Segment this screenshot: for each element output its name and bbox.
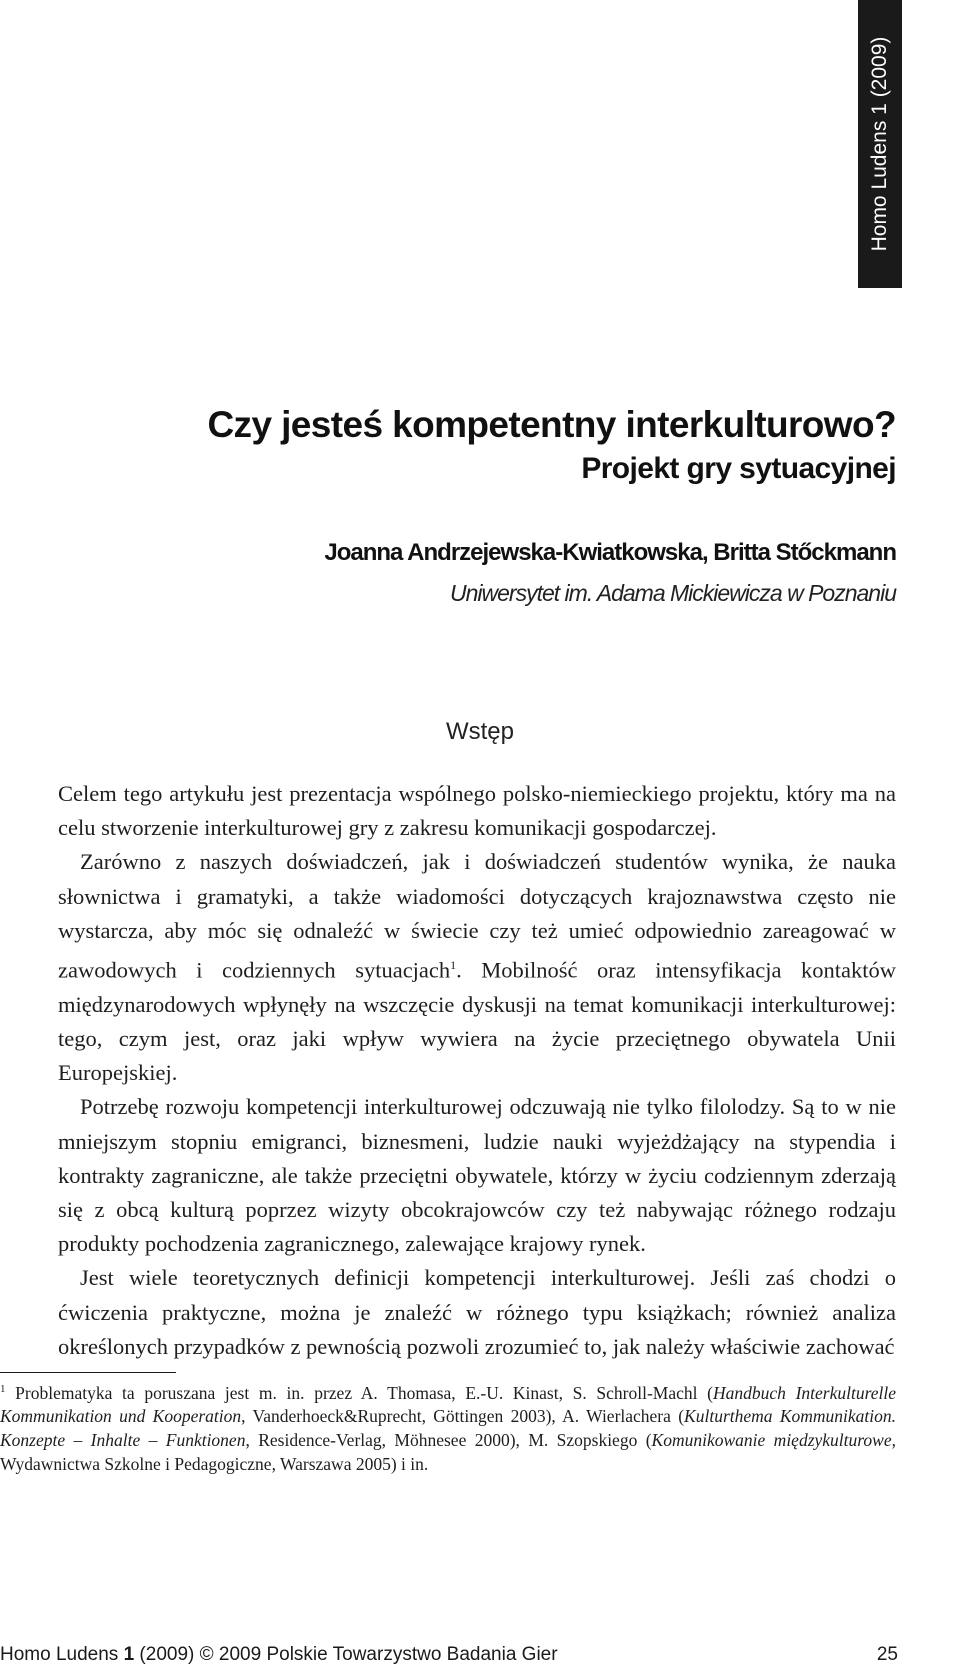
footnote-text: Problematyka ta poruszana jest m. in. przez A. Thomasa, E.-U. Kinast, S. Schroll-Machl ( <box>5 1382 713 1403</box>
journal-side-tab <box>858 0 902 288</box>
body-paragraph: Potrzebę rozwoju kompetencji interkulturowej odczuwają nie tylko filolodzy. Są to w nie mniejszym stopniu emigranci, biznesmeni, ludzie nauki wyjeżdżający na stypendia i kontrakty zagraniczne, ale także przeciętni obywatele, którzy w życiu codziennym zderzają się z obcą kulturą poprzez wizyty obcokrajowców czy też nabywając różnego rodzaju produkty pochodzenia zagranicznego, zalewające krajowy rynek. <box>58 1094 896 1257</box>
body-paragraph: Jest wiele teoretycznych definicji kompetencji interkulturowej. Jeśli zaś chodzi o ćwiczenia praktyczne, można je znaleźć w różnego typu książkach; również analiza określonych przypadków z pewnością pozwoli zrozumieć to, jak należy właściwie zachować <box>58 1265 896 1359</box>
footer-volume: 1 <box>123 1644 135 1665</box>
article-subtitle: Projekt gry sytuacyjnej <box>581 452 896 485</box>
footnote-book-title: Komunikowanie międzykulturowe <box>651 1430 892 1451</box>
footnote-reference[interactable]: 1 <box>450 958 457 973</box>
article-body <box>58 777 896 1364</box>
footnote-book-title: Kulturthema Kommunikation. Konzepte – Inhalte – Funktionen <box>0 1406 897 1451</box>
body-paragraph <box>58 845 896 1090</box>
footnote-book-title: Handbuch Interkulturelle Kommunikation und Kooperation <box>0 1382 896 1427</box>
footnote-text: , Wydawnictwa Szkolne i Pedagogiczne, Warszawa 2005) i in. <box>0 1430 896 1474</box>
section-heading: Wstęp <box>445 718 514 745</box>
footnote-divider <box>0 1372 176 1373</box>
footnote <box>0 1378 896 1476</box>
author-affiliation: Uniwersytet im. Adama Mickiewicza w Poznaniu <box>450 580 896 606</box>
paragraph-text: Zarówno z naszych doświadczeń, jak i doświadczeń studentów wynika, że nauka słownictwa i gramatyki, a także wiadomości dotyczących krajoznawstwa często nie wystarcza, aby móc się odnaleźć w świecie czy też umieć odpowiednio zareagować w zawodowych i codziennych sytuacjach <box>58 849 896 983</box>
paragraph-text: . Mobilność oraz intensyfikacja kontaktów międzynarodowych wpłynęły na wszczęcie dyskusji na temat komunikacji interkulturowej: tego, czym jest, oraz jaki wpływ wywiera na życie przeciętnego obywatela Unii Europejskiej. <box>58 957 896 1086</box>
article-title: Czy jesteś kompetentny interkulturowo? <box>207 404 896 445</box>
journal-side-tab-label: Homo Ludens 1 (2009) <box>868 36 891 252</box>
page-footer <box>0 1644 558 1666</box>
footnote-text: , Vanderhoeck&Ruprecht, Göttingen 2003), A. Wierlachera ( <box>241 1406 685 1427</box>
footnote-text: , Residence-Verlag, Möhnesee 2000), M. Szopskiego ( <box>245 1430 652 1451</box>
footer-copyright: (2009) © 2009 Polskie Towarzystwo Badania Gier <box>134 1644 558 1665</box>
body-paragraph: Celem tego artykułu jest prezentacja wspólnego polsko-niemieckiego projektu, który ma na celu stworzenie interkulturowej gry z zakresu komunikacji gospodarczej. <box>58 781 896 841</box>
article-authors: Joanna Andrzejewska-Kwiatkowska, Britta Stőckmann <box>324 539 896 566</box>
footnote-marker: 1 <box>0 1383 6 1395</box>
footer-journal: Homo Ludens <box>0 1644 124 1665</box>
page-number: 25 <box>876 1644 898 1665</box>
